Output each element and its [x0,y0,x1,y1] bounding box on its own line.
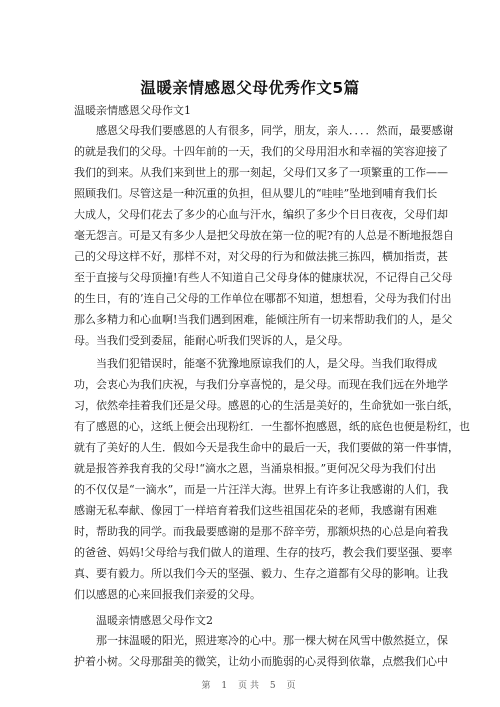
paragraph-line: 大成人，父母们花去了多少的心血与汗水，编织了多少个日日夜夜，父母们却 [74,208,448,221]
paragraph-line: 的爸爸、妈妈!父母给与我们做人的道理、生存的技巧，教会我们要坚强、要率 [74,546,453,559]
paragraph-line: 己的父母这样不好，那样不对，对父母的行为和做法挑三拣四，横加指责，甚 [74,250,448,263]
paragraph-line: 护着小树。父母那甜美的微笑，让幼小而脆弱的心灵得到依靠，点燃我们心中 [74,655,448,668]
paragraph-line: 们以感恩的心来回报我们亲爱的父母。 [74,588,261,601]
paragraph-line: 感恩父母我们要感恩的人有很多，同学，朋友，亲人．．．．然而，最要感谢 [96,124,454,137]
footer-page-number: 1 [221,681,231,691]
paragraph-line: 当我们犯错误时，能毫不犹豫地原谅我们的人，是父母。当我们取得成 [96,357,437,370]
paragraph-line: 的就是我们的父母。十四年前的一天，我们的父母用泪水和幸福的笑容迎接了 [74,145,448,158]
footer-total-pages: 5 [269,681,279,691]
paragraph-line: 的生日，有的’连自己父母的工作单位在哪都不知道，想想看，父母为我们付出 [74,292,452,305]
paragraph-line: 就是报答养我育我的父母!“滴水之恩，当涌泉相报。”更何况父母为我们付出 [74,462,437,475]
footer-prefix: 第 [201,681,214,691]
paragraph-line: 习，依然牵挂着我们还是父母。感恩的心的生活是美好的，生命犹如一张白纸， [74,399,459,412]
paragraph-line: 功，会衷心为我们庆祝，与我们分享喜悦的，是父母。而现在我们远在外地学 [74,378,448,391]
paragraph-line: 我们的到来。从我们来到世上的那一刻起，父母们又多了一项繁重的工作—— [74,166,448,179]
footer-suffix: 页 [286,681,299,691]
page-title: 温暖亲情感恩父母优秀作文5篇 [140,79,360,97]
paragraph-line: 至于直接与父母顶撞!有些人不知道自己父母身体的健康状况，不记得自己父母 [74,271,453,284]
paragraph-line: 毫无怨言。可是又有多少人是把父母放在第一位的呢?有的人总是不断地报怨自 [74,229,454,242]
paragraph-line: 就有了美好的人生．假如今天是我生命中的最后一天，我们要做的第一件事情， [74,441,459,454]
paragraph-line: 那么多精力和心血啊!当我们遇到困难，能倾注所有一切来帮助我们的人，是父 [74,313,453,326]
page-footer [0,678,500,691]
paragraph-line: 的不仅仅是“一滴水”，而是一片汪洋大海。世界上有许多让我感谢的人们，我 [74,483,449,496]
paragraph-line: 感谢无私奉献、像园丁一样培育着我们这些祖国花朵的老师，我感谢有困难 [74,504,437,517]
paragraph-line: 真、要有毅力。所以我们今天的坚强、毅力、生存之道都有父母的影响。让我 [74,567,448,580]
paragraph-line: 照顾我们。尽管这是一种沉重的负担，但从婴儿的“哇哇”坠地到哺育我们长 [74,187,438,200]
paragraph-line: 有了感恩的心，这纸上便会出现粉红．一生都怀抱感恩，纸的底色也便是粉红，也 [74,420,470,433]
paragraph-line: 母。当我们受到委屈，能耐心听我们哭诉的人，是父母。 [74,334,349,347]
section-title-2: 温暖亲情感恩父母作文2 [96,614,213,627]
paragraph-line: 时，帮助我的同学。而我最要感谢的是那不辞辛劳，那额炽热的心总是向着我 [74,525,448,538]
footer-middle: 页共 [237,681,262,691]
paragraph-line: 那一抹温暖的阳光，照进寒冷的心中。那一棵大树在风雪中傲然挺立，保 [96,634,448,647]
section-title-1: 温暖亲情感恩父母作文1 [74,104,191,117]
